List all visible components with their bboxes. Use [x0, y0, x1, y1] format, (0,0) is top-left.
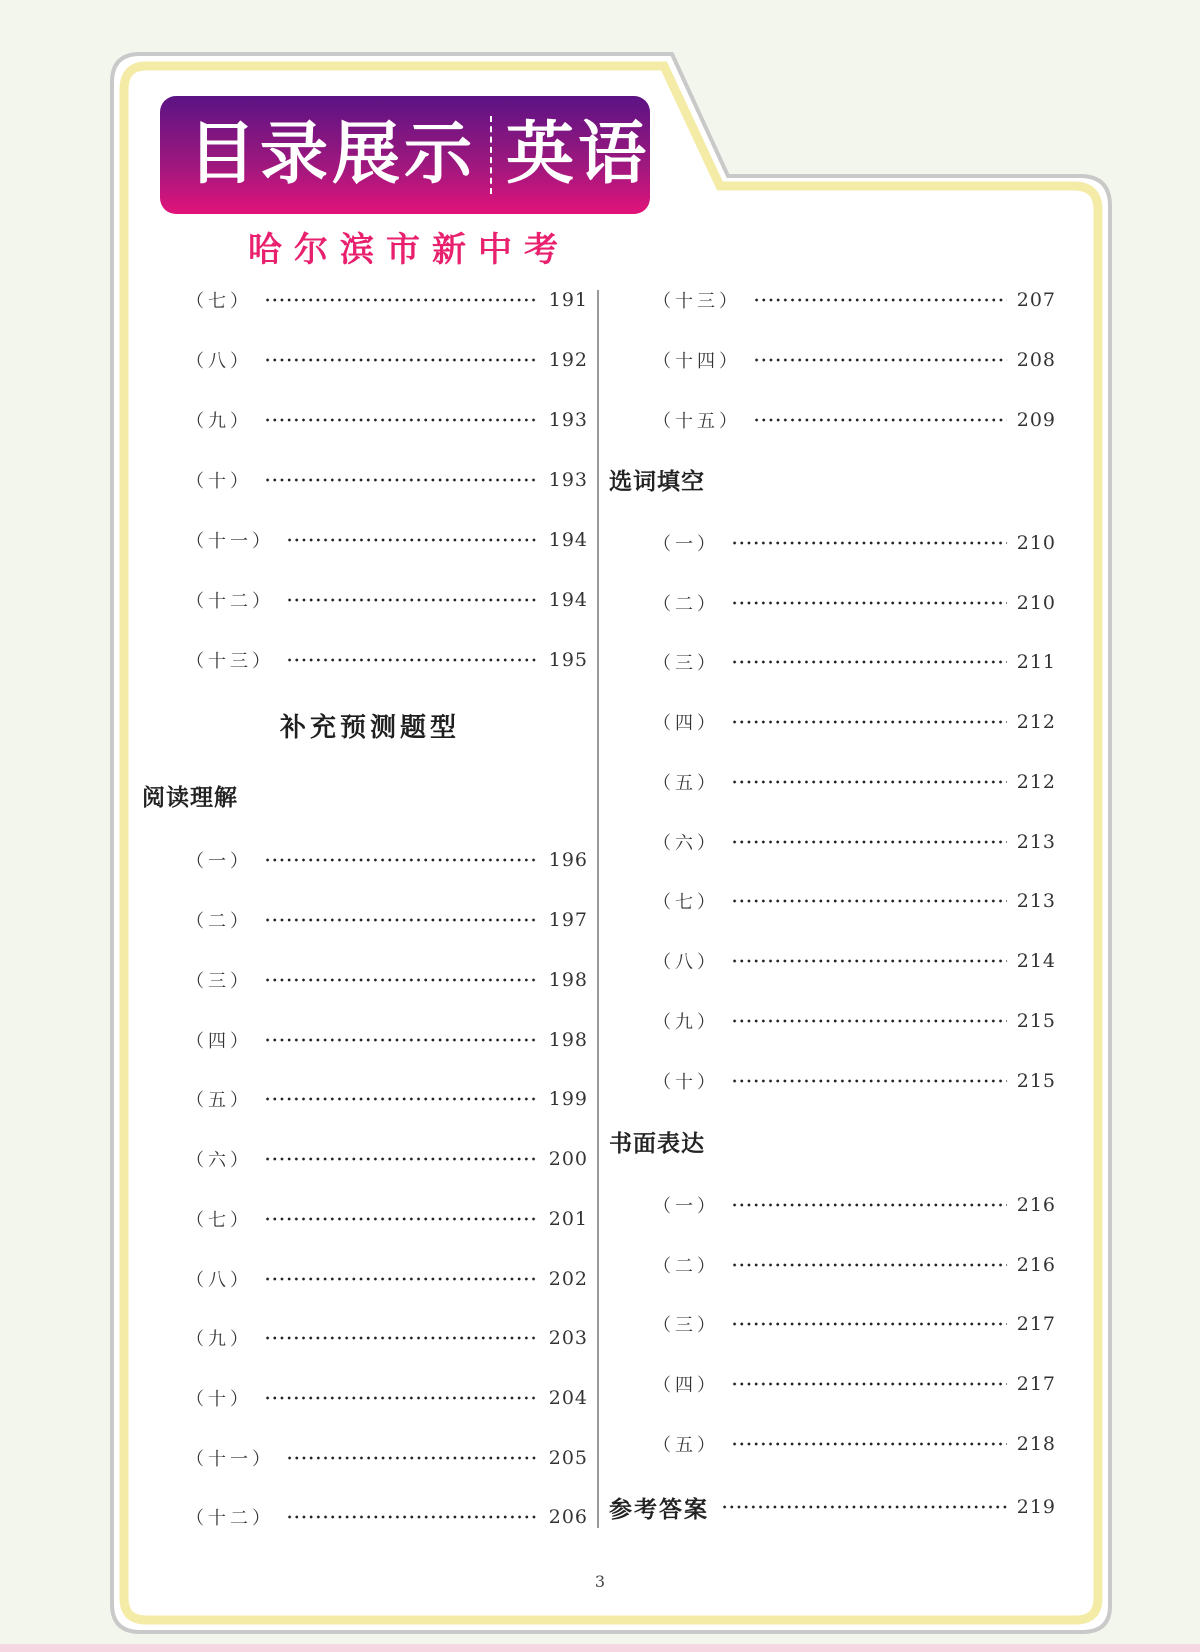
toc-entry-label: （十三） [186, 651, 274, 672]
toc-entry[interactable] [186, 904, 588, 936]
dot-leader [753, 417, 1007, 423]
toc-entry-label: （十二） [186, 1508, 274, 1529]
toc-entry-label: （十四） [653, 351, 741, 372]
toc-entry-label: （九） [186, 411, 252, 432]
toc-entry-label: （十五） [653, 411, 741, 432]
toc-entry-label: （四） [186, 1031, 252, 1052]
dot-leader [264, 477, 539, 483]
toc-entry-page: 193 [548, 409, 588, 431]
toc-entry-label: （十三） [653, 291, 741, 312]
dot-leader [286, 597, 539, 603]
toc-entry-label: （七） [653, 892, 719, 913]
toc-entry[interactable] [186, 344, 588, 376]
toc-entry-label: 参考答案 [609, 1495, 709, 1523]
toc-entry-page: 201 [548, 1208, 588, 1230]
toc-entry[interactable] [653, 1428, 1056, 1460]
toc-entry[interactable] [653, 527, 1056, 559]
dot-leader [731, 600, 1007, 606]
toc-entry-page: 196 [548, 849, 588, 871]
toc-entry[interactable] [186, 284, 588, 316]
toc-entry-page: 194 [548, 529, 588, 551]
dot-leader [264, 917, 539, 923]
column-divider [597, 290, 599, 1528]
toc-entry[interactable] [186, 844, 588, 876]
toc-entry[interactable] [186, 404, 588, 436]
toc-entry-page: 218 [1016, 1433, 1056, 1455]
toc-entry-page: 191 [548, 289, 588, 311]
dot-leader [731, 540, 1007, 546]
toc-entry[interactable] [653, 404, 1056, 436]
toc-entry-page: 219 [1016, 1496, 1056, 1518]
dot-leader [721, 1504, 1007, 1510]
toc-entry-label: （八） [653, 952, 719, 973]
dot-leader [264, 297, 539, 303]
toc-entry-label: （十） [186, 1389, 252, 1410]
toc-entry-page: 209 [1016, 409, 1056, 431]
toc-entry-page: 208 [1016, 349, 1056, 371]
toc-entry-label: （五） [653, 1435, 719, 1456]
dot-leader [264, 1395, 539, 1401]
toc-entry-label: （四） [653, 1375, 719, 1396]
dot-leader [731, 958, 1007, 964]
toc-entry-label: （三） [186, 971, 252, 992]
banner-title: 目录展示 [188, 115, 477, 194]
toc-entry-page: 198 [548, 1029, 588, 1051]
toc-entry-label: （十二） [186, 591, 274, 612]
toc-entry-label: （十） [653, 1072, 719, 1093]
toc-entry-page: 202 [548, 1268, 588, 1290]
title-banner [160, 96, 650, 214]
toc-entry-label: （八） [186, 351, 252, 372]
dot-leader [286, 537, 539, 543]
dot-leader [264, 977, 539, 983]
subtitle: 哈尔滨市新中考 [248, 230, 570, 270]
toc-entry[interactable] [186, 1501, 588, 1533]
toc-entry-label: （六） [186, 1150, 252, 1171]
dot-leader [731, 1441, 1007, 1447]
toc-entry[interactable] [653, 1189, 1056, 1221]
toc-entry-page: 203 [548, 1327, 588, 1349]
toc-entry-page: 194 [548, 589, 588, 611]
toc-entry[interactable] [653, 646, 1056, 678]
bottom-strip [0, 1644, 1200, 1652]
toc-entry-label: （四） [653, 713, 719, 734]
toc-entry[interactable] [653, 1308, 1056, 1340]
toc-entry-page: 212 [1016, 711, 1056, 733]
section-heading-fill[interactable]: 选词填空 [609, 469, 705, 495]
toc-entry-page: 215 [1016, 1010, 1056, 1032]
toc-entry-label: （三） [653, 653, 719, 674]
dot-leader [731, 779, 1007, 785]
toc-entry-label: （二） [653, 594, 719, 615]
dot-leader [264, 1216, 539, 1222]
toc-entry-page: 197 [548, 909, 588, 931]
toc-entry[interactable] [186, 964, 588, 996]
toc-entry-page: 210 [1016, 592, 1056, 614]
toc-entry-page: 216 [1016, 1254, 1056, 1276]
toc-entry[interactable] [186, 464, 588, 496]
toc-entry[interactable] [653, 945, 1056, 977]
toc-entry[interactable] [186, 1024, 588, 1056]
toc-entry-page: 193 [548, 469, 588, 491]
dot-leader [731, 1321, 1007, 1327]
toc-entry-label: （七） [186, 1210, 252, 1231]
toc-entry[interactable] [653, 766, 1056, 798]
toc-entry-page: 199 [548, 1088, 588, 1110]
page-number: 3 [594, 1572, 606, 1591]
toc-entry-label: （八） [186, 1270, 252, 1291]
dot-leader [731, 1381, 1007, 1387]
toc-entry-page: 205 [548, 1447, 588, 1469]
toc-entry-page: 211 [1016, 651, 1056, 673]
toc-entry[interactable] [186, 1143, 588, 1175]
toc-entry[interactable] [653, 587, 1056, 619]
toc-entry-page: 207 [1016, 289, 1056, 311]
toc-entry[interactable] [653, 885, 1056, 917]
toc-entry-page: 195 [548, 649, 588, 671]
dot-leader [264, 1037, 539, 1043]
toc-entry[interactable] [653, 284, 1056, 316]
toc-entry-page: 210 [1016, 532, 1056, 554]
toc-entry-label: （十） [186, 471, 252, 492]
toc-entry-label: （六） [653, 833, 719, 854]
dot-leader [731, 719, 1007, 725]
toc-entry-label: （二） [186, 911, 252, 932]
dot-leader [753, 357, 1007, 363]
toc-entry[interactable] [186, 1263, 588, 1295]
toc-entry-label: （七） [186, 291, 252, 312]
dot-leader [264, 1276, 539, 1282]
toc-entry[interactable] [653, 1005, 1056, 1037]
toc-entry[interactable] [186, 1322, 588, 1354]
section-heading-reading[interactable]: 阅读理解 [142, 785, 238, 811]
toc-entry[interactable] [186, 524, 588, 556]
toc-entry-label: （十一） [186, 531, 274, 552]
toc-entry-page: 217 [1016, 1313, 1056, 1335]
dot-leader [264, 357, 539, 363]
toc-entry[interactable] [186, 1083, 588, 1115]
toc-entry-page: 200 [548, 1148, 588, 1170]
toc-entry-page: 217 [1016, 1373, 1056, 1395]
dot-leader [731, 898, 1007, 904]
dot-leader [286, 1455, 539, 1461]
toc-entry[interactable] [653, 826, 1056, 858]
toc-entry-page: 204 [548, 1387, 588, 1409]
toc-entry[interactable] [653, 1249, 1056, 1281]
dot-leader [264, 857, 539, 863]
dot-leader [286, 657, 539, 663]
toc-entry[interactable] [653, 1065, 1056, 1097]
toc-entry-label: （九） [186, 1329, 252, 1350]
toc-entry-label: （五） [186, 1090, 252, 1111]
toc-entry-page: 215 [1016, 1070, 1056, 1092]
dot-leader [753, 297, 1007, 303]
dot-leader [264, 417, 539, 423]
dot-leader [731, 839, 1007, 845]
toc-entry-answers[interactable] [609, 1491, 1056, 1523]
dot-leader [286, 1514, 539, 1520]
toc-entry[interactable] [653, 344, 1056, 376]
toc-entry[interactable] [186, 1382, 588, 1414]
toc-entry-page: 213 [1016, 831, 1056, 853]
toc-entry-label: （二） [653, 1256, 719, 1277]
toc-entry-page: 206 [548, 1506, 588, 1528]
toc-entry-label: （一） [186, 851, 252, 872]
toc-entry-page: 212 [1016, 771, 1056, 793]
toc-entry-page: 213 [1016, 890, 1056, 912]
dot-leader [264, 1335, 539, 1341]
toc-entry-page: 214 [1016, 950, 1056, 972]
toc-entry-page: 216 [1016, 1194, 1056, 1216]
toc-entry[interactable] [186, 1442, 588, 1474]
dot-leader [731, 1078, 1007, 1084]
section-heading-writing[interactable]: 书面表达 [609, 1131, 705, 1157]
banner-subject: 英语 [506, 115, 651, 194]
toc-entry[interactable] [653, 706, 1056, 738]
dot-leader [731, 1018, 1007, 1024]
toc-entry-label: （一） [653, 534, 719, 555]
toc-entry[interactable] [186, 584, 588, 616]
dot-leader [731, 1202, 1007, 1208]
section-title-supplement: 补充预测题型 [279, 713, 460, 743]
toc-entry-label: （十一） [186, 1449, 274, 1470]
toc-entry[interactable] [186, 1203, 588, 1235]
toc-entry-label: （五） [653, 773, 719, 794]
toc-entry[interactable] [653, 1368, 1056, 1400]
dot-leader [731, 1262, 1007, 1268]
toc-entry-label: （一） [653, 1196, 719, 1217]
dot-leader [264, 1156, 539, 1162]
toc-entry[interactable] [186, 644, 588, 676]
dot-leader [731, 659, 1007, 665]
banner-separator [490, 116, 492, 194]
toc-entry-page: 198 [548, 969, 588, 991]
dot-leader [264, 1096, 539, 1102]
toc-entry-label: （九） [653, 1012, 719, 1033]
toc-entry-page: 192 [548, 349, 588, 371]
toc-entry-label: （三） [653, 1315, 719, 1336]
